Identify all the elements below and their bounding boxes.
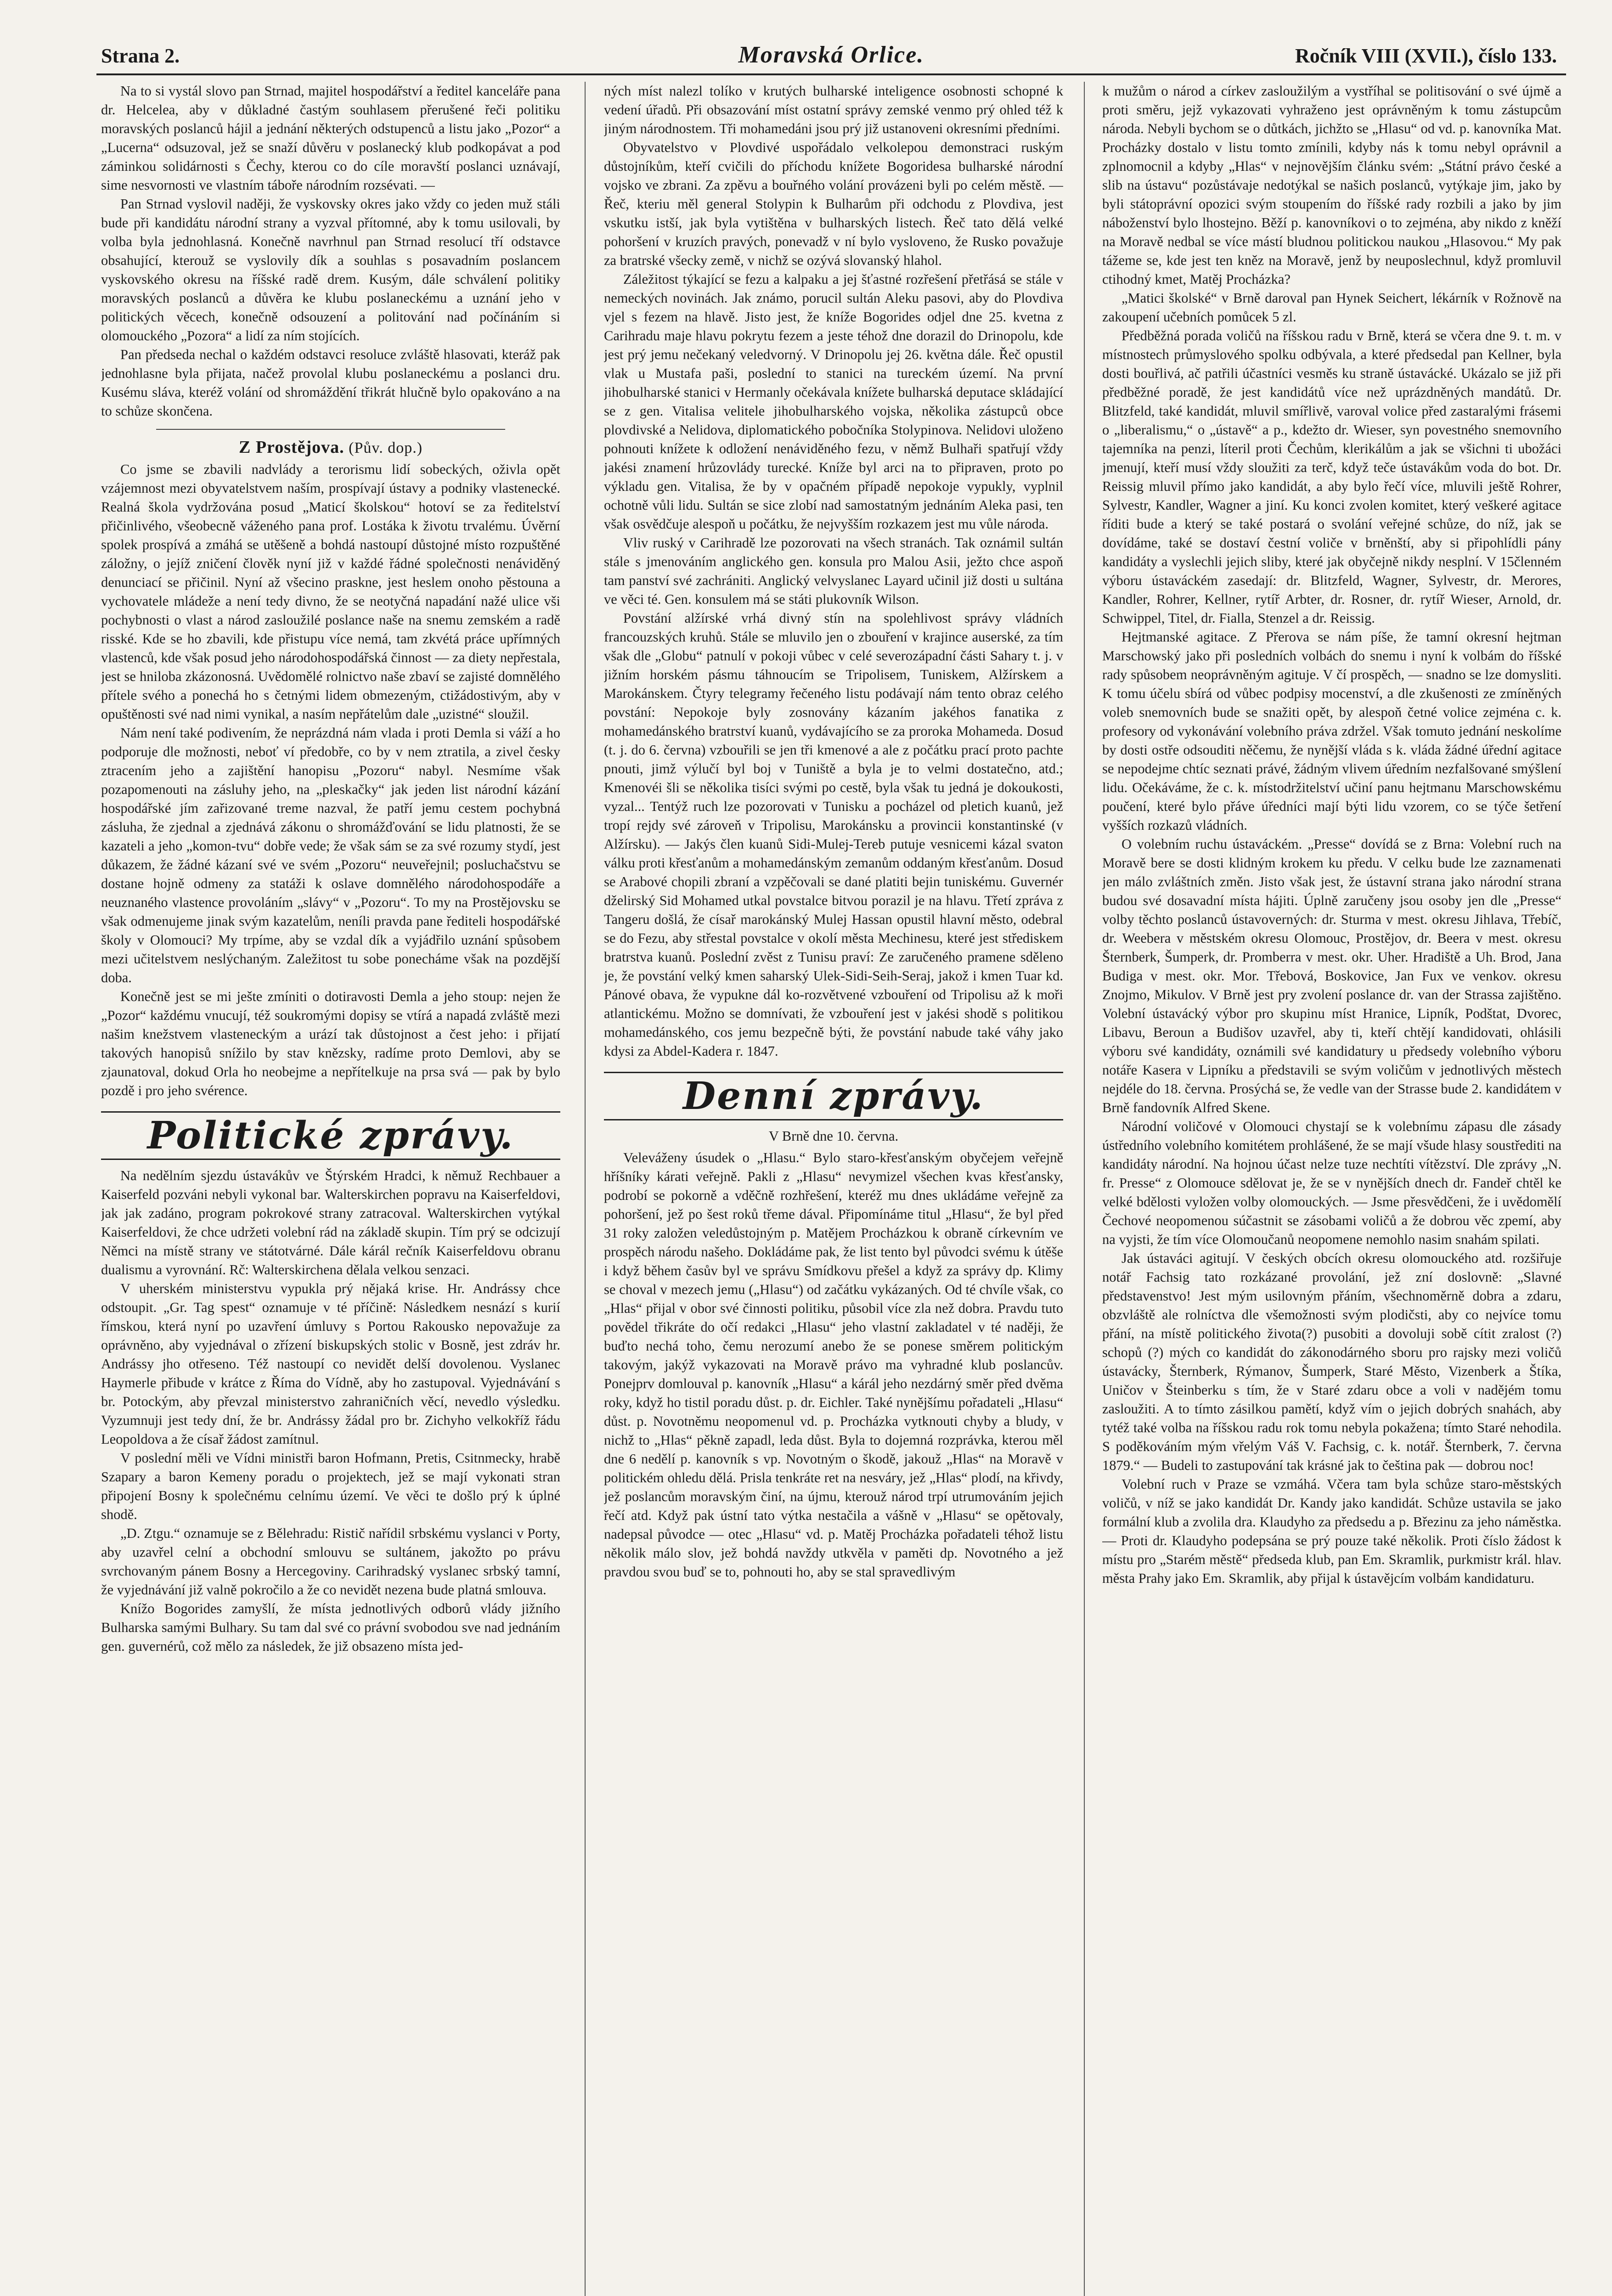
article-heading (101, 438, 560, 457)
paragraph: Nám není také podivením, že neprázdná nám vlada i proti Demla si váží a ho podporuje dle možnosti, neboť ví předobře, co by v nem ztratila, a zivel česky ztracením jeho a zajištění hanopisu „Pozoru“ nabyl. Nesmíme však pozapomenouti na zásluhy jeho, na „pleskačky“ jak jeden list národní kázání hospodářské jím zařizované treme nazval, že patří jemu cestem pochybná zásluha, že zjednal a zjednává zákonu o shromážďování se lidu platnosti, že se kazateli a jeho „komon-tvu“ dobře vede; že však sám se za své rozumy stydí, jest důkazem, že žádné kázaní své ve svém „Pozoru“ neuveřejnil; posluchačstvu se dostane hojně odmeny za statáži k oslave domnělého národohospodáře a neuznaného vlastence provoláním „slávy“ v „Pozoru“. To my na Prostějovsku se však odmenujeme jinak svým kazatelům, neníli pravda pane řediteli hospodářské školy v Olomouci? My trpíme, aby se vzdal dík a vyjádřilo uznání spůsobem mezi učitelstvem neslýchaným. Zaležitost tu sobe ponecháme však na pozdější doba. (101, 725, 560, 985)
paragraph: ných míst nalezl tolíko v krutých bulharské inteligence osobnosti schopné k vedení úřadů. Při obsazování míst ostatní správy zemské venmo prý ohled též k jiným národnostem. Tři mohamedáni jsou prý již ustanoveni okresními předními. (604, 83, 1063, 136)
paragraph: Záležitost týkající se fezu a kalpaku a jej šťastné rozřešení přetřásá se stále v nemeckých novinách. Jak známo, porucil sultán Aleku pasovi, aby do Plovdiva vjel s fezem na hlavě. Jisto jest, že kníže Bogorides odjel dne 25. kvetna z Carihradu maje hlavu pokrytu fezem a jeste téhož dne dorazil do Drinopolu, kde jest prý jemu nečekaný veledvorný. V Drinopolu jej 26. května dále. Řeč opustil vlak u Mustafa paši, poslední to stanici na tureckém území. Na první jihobulharské stanici v Hermanly očekávala knížete bulharská deputace skládající se z gen. Vitalisa velitele jihobulharského vojska, několika zástupců obce plovdivské a Nelidova, diplomatického pobočníka Stolypinova. Nelidovi uloženo pohnouti knížete k odložení nenáviděného fezu, v němž Bulhaři spatřují vždy jakési znamení hrůzovlády turecké. Kníže byl arci na to připraven, proto po výkladu gen. Vitalisa, že by v opačném případě nepokoje vypukly, vyplnil ochotně vůli lidu. Sultán se sice zlobí nad samostatným jednáním Aleka pasi, ten však osvědčuje alespoň u počátku, že nejvyšším rozkazem jest mu vůle národa. (604, 271, 1063, 532)
paragraph: Pan předseda nechal o každém odstavci resoluce zvláště hlasovati, kteráž pak jednohlasne byla přijata, načež provolal klubu poslaneckému a poslanci dru. Kusému sláva, kteréž volání od shromáždění třikrát hlučně bylo opakováno a na to schůze skončena. (101, 347, 560, 419)
column-3 (1102, 82, 1561, 2296)
paragraph: Co jsme se zbavili nadvlády a terorismu lidí sobeckých, oživla opět vzájemnost mezi obyvatelstvem naším, prospívají ústavy a podniky vlastenecké. Realná škola vydržována posud „Maticí školskou“ hotoví se za ředitelství přičinlivého, všeobecně váženého pana prof. Lostáka k životu trvalému. Úvěrní spolek prospívá a zmáhá se utěšeně a bohdá nastoupí důstojné místo rozpuštěné záložny, o jejíž zničení člověk nyní již v každé řádné společnosti nenáviděný denunciací se přičinil. Nyní až všecino praskne, jest heslem onoho pěstouna a vychovatele mládeže a není tedy divno, že se neotyčná napadání nažé ulice vši pochybnosti o vlast a národ zasloužilé poslance naše na snemu zemském a radě risské. Kde se ho zbavili, kde přistupu více nemá, tam zkvétá práce upřímných vlastenců, kde však posud jeho národohospodářská činnost — za diety nepřestala, jest se hniloba zkázonosná. Uvědomělé rolnictvo naše zbaví se zajisté domnělého přítele svého a ponechá ho s četnými lidem obmezeným, ctižádostivým, aby v opuštěnosti své nad nimi vynikal, a nasím nepřátelům dale „uzistné“ sloužil. (101, 461, 560, 722)
issue-number: Ročník VIII (XVII.), číslo 133. (1295, 45, 1557, 67)
paragraph: Pan Strnad vyslovil naději, že vyskovsky okres jako vždy co jeden muž stáli bude při kandidátu národní strany a vyzval přítomné, aby k tomu usilovali, by volba byla jednohlasná. Konečně navrhnul pan Strnad resolucí tří odstavce obsahující, kterouž se vyslovily dík a souhlas s posavadním poslancem vyskovského okresu na říšské radě drem. Kusým, dále schválení politiky moravských poslanců a důvěra ke klubu poslaneckému a uznání jeho v politických věcech, konečně odsouzení a politování nad počínáním si olomouckého „Pozora“ a lidí za ním stojících. (101, 196, 560, 343)
paragraph: V poslední měli ve Vídni ministři baron Hofmann, Pretis, Csitnmecky, hrabě Szapary a baron Kemeny poradu o projektech, jež se mají vykonati stran připojení Bosny k společnému celnímu území. Ve věci te došlo prý k úplné shodě. (101, 1450, 560, 1522)
paragraph: Národní voličové v Olomouci chystají se k volebnímu zápasu dle zásady ústředního volebního komitétem prohlášené, že se mají všude hlasy soustřediti na kandidáty národní. Na hojnou účast nelze tuze nechtíti vítězství. Dle zprávy „N. fr. Presse“ z Olomouce sdělovat je, že se v nynějších dnech dr. Fandeř chtěl ke velké bdělosti vyložen volby olomouckých. — Jsme přesvědčeni, že i uvědomělí Čechové neopomenou súčastnit se zásobami voličů a že dobrou věc zpemí, aby na vyjsti, že tím více Olomoučanů neopomene nemohlo nasim snahám spilati. (1102, 1119, 1561, 1247)
section-title: Denní zprávy. (604, 1072, 1063, 1120)
masthead: Moravská Orlice. (738, 42, 924, 68)
column-1 (101, 82, 560, 2296)
divider (156, 429, 505, 430)
column-divider (1084, 82, 1085, 2296)
header-rule (96, 73, 1566, 75)
paragraph: O volebním ruchu ústaváckém. „Presse“ dovídá se z Brna: Volební ruch na Moravě bere se dosti klidným krokem ku předu. V celku bude lze zaznamenati jen málo zvláštních změn. Jisto však jest, že ústavní strana jako národní strana budou své dosavadní místa hájiti. Úplně zaručeny jsou osoby jen dle „Presse“ volby těchto poslanců ústavoverných: dr. Sturma v mest. okresu Jihlava, Třebíč, dr. Weebera v městském okresu Olomouc, Prostějov, dr. Beera v mest. okresu Šternberk, Šumperk, dr. Promberra v mest. okr. Uher. Hradiště a Uh. Brod, Jana Budiga v mest. okr. Mor. Třebová, Boskovice, Jan Fux ve venkov. okresu Znojmo, Mikulov. V Brně jest pry zvolení poslance dr. van der Strassa zajištěno. Volební ústavácký výbor pro skupinu míst Hranice, Lipník, Podštat, Dvorec, Libavu, Beroun a Budišov uzavřel, aby ti, kteří chtějí kandidovati, ohlásili výboru své kandidáty, oznámili své kandidatury u předsedy volebního výboru notáře Kasera v Lipníku a představili se svým voličům v jednotlivých městech nejdéle do 18. června. Prosýchá se, že vedle van der Strasse bude 2. kandidátem v Brně fandovník Alfred Skene. (1102, 836, 1561, 1115)
paragraph: Hejtmanské agitace. Z Přerova se nám píše, že tamní okresní hejtman Marschowský jako při posledních volbách do snemu i nyní k volbám do říšské rady spůsobem neoprávněným agituje. V čí prospěch, — snadno se lze domysliti. K tomu účelu sbírá od vůbec podpisy mocenství, a dle zkušenosti ze zmíněných voleb snemovních bude se snažiti opět, by alespoň četné volice zejména c. k. profesory od vykonávání volebního práva zdržel. Však tomuto jednání neskolíme by dosti ostře odsouditi něčemu, že nynější vláda s k. vláda žádné úřední agitace se nepodejme chtíc seznati právé, žádným vlivem úředním nezfalšované smýšlení lidu. Očekáváme, že c. k. místodržitelství učiní panu hejtmanu Marschowskému poučení, které bylo přáve úředníci mají býti lidu vzorem, co se týče šetření vyšších rozkazů vládních. (1102, 629, 1561, 833)
paragraph: Vliv ruský v Carihradě lze pozorovati na všech stranách. Tak oznámil sultán stále s jmenováním anglického gen. konsula pro Malou Asii, ježto chce aspoň tam panství své zachrániti. Anglický velvyslanec Layard učinil již dosti u sultána ve věci té. Gen. konsulem má se státi plukovník Wilson. (604, 535, 1063, 607)
paragraph: „D. Ztgu.“ oznamuje se z Bělehradu: Ristič nařídil srbskému vyslanci v Porty, aby uzavřel celní a obchodní smlouvu se sultánem, jakožto po právu svrchovaným pánem Bosny a Hercegoviny. Carihradský vyslanec srbský tamní, že vyjednávání již valně pokročilo a že co nevidět nezena bude platná smlouva. (101, 1525, 560, 1598)
paragraph: Obyvatelstvo v Plovdivé uspořádalo velkolepou demonstraci ruským důstojníkům, kteří cvičili do příchodu knížete Bogoridesa bulharské národní vojsko ve zbrani. Za zpěvu a bouřného volání provázeni byli po celém městě. — Řeč, kteriu měl general Stolypin k Bulharům při odchodu z Plovdiva, jest vskutku istší, jak byla vytištěna v bulharských listech. Řeč tato dělá velké pohoršení v kruzích pravých, ponevadž v ní bylo vysloveno, že Rusko považuje za bratrské všecky země, v nichž se ozývá slovanský hlahol. (604, 140, 1063, 268)
section-title: Politické zprávy. (101, 1111, 560, 1160)
column-divider (585, 82, 586, 2296)
paragraph: Knížo Bogorides zamyšlí, že místa jednotlivých odborů vlády jižního Bulharska samými Bulhary. Su tam dal své co právní svobodou sve nad jednáním gen. guvernérů, což mělo za následek, že již obsazeno místa jed- (101, 1601, 560, 1654)
paragraph: Jak ústaváci agitují. V českých obcích okresu olomouckého atd. rozšiřuje notář Fachsig tato rozkázané provolání, jež zní doslovně: „Slavné představenstvo! Jest mým usilovným přáním, všechnoměrně dobra a zdaru, obzvláště ale rolníctva dle všemožnosti svým plodičsti, aby co nejvíce tomu přání, na místě politického života(?) pusobiti a dovoluji sobě cítit zralost (?) schopů (?) mých co kandidát do zákonodárného sboru pro rajsky mezi voličů ústavácky, Šternberk, Rýmanov, Šumperk, Staré Město, Vizenberk a Štíka, Uničov v Šteinberku s tím, že v Staré zdaru obce a voli v nadějém tomu zasloužiti. A to tímto zásilkou pamětí, když vím o jejich dobrých snahách, aby tytéž také volba na říšskou radu rok tomu nebyla pokažena; tímto Staré nehodila. S poděkováním mým vřelým Váš V. Fachsig, c. k. notář. Šternberk, 7. června 1879.“ — Budeli to zastupování tak krásné jak to čeština pak — dobrou noc! (1102, 1250, 1561, 1473)
paragraph: k mužům o národ a církev zasloužilým a vystříhal se politisování o své újmě a proti směru, jejž vykazovati vyhraženo jest oprávněným k tomu zástupcům národa. Nebyli bychom se o důtkách, jichžto se „Hlasu“ od vd. p. kanovníka Mat. Procházky dostalo v listu tomto zmínili, kdyby nás k tomu nebyl oprávnil a zplnomocnil a kdyby „Hlas“ v nejnovějším článku svém: „Státní právo české a slib na ústavu“ pozůstávaje nedotýkal se našich poslanců, vytýkaje jim, jako by byli státoprávní opozici svým stoupením do říšské rady rozbili a jako by jim náboženství bylo lhostejno. Běží p. kanovníkovi o to zejména, aby nikdo z kněží na Moravě nedbal se více mástí bludnou politickou naukou „Hlasovou.“ My pak tážeme se, kde jest ten kněz na Moravě, jenž by neuposlechnul, když promluvil ctihodný kmet, Matěj Procházka? (1102, 83, 1561, 287)
column-2 (604, 82, 1063, 2296)
dateline: V Brně dne 10. června. (768, 1128, 899, 1144)
paragraph: Na nedělním sjezdu ústavákův ve Štýrském Hradci, k němuž Rechbauer a Kaiserfeld pozváni nebyli vykonal bar. Walterskirchen popravu na Kaiserfeldovi, jak jak zadáno, program pokrokové strany zatracoval. Walterskirchen vytýkal Kaiserfeldovi, že chce udržeti volební rád na základě skupin. Tím prý se odcizují Němci na místě strany ve státotvárné. Dále kárál rečník Kaiserfeldovu obranu dualismu a vyrovnání. Rč: Walterskirchena dělala velkou senzaci. (101, 1168, 560, 1277)
paragraph: Volební ruch v Praze se vzmáhá. Včera tam byla schůze staro-městských voličů, v níž se jako kandidát Dr. Kandy jako kandidát. Schůze ustavila se jako formální klub a zvolila dra. Klaudyho za předsedu a p. Březinu za jeho náměstka. — Proti dr. Klaudyho podepsána se prý pouze také několik. Proti číslo žádost k místu pro „Starém městě“ předseda klub, pan Em. Skramlik, purkmistr král. hlav. města Prahy jako Em. Skramlik, aby přijal k ústavějcím volbám kandidaturu. (1102, 1476, 1561, 1586)
paragraph: Konečně jest se mi ješte zmíniti o dotiravosti Demla a jeho stoup: nejen že „Pozor“ každému vnucují, též soukromými dopisy se vtírá a napadá zvláště mezi našim knežstvem vlasteneckým a urází tak důstojnost a čest jeho: i přijatí takových hanopisů snížilo by stav knězsky, radíme proto Demlovi, aby se zjaunatoval, dokud Orla ho neobejme a nepřítelkuje na prsa svá — pak by bylo pozdě i pro jeho svérence. (101, 989, 560, 1098)
page-header (96, 39, 1566, 73)
paragraph: „Matici školské“ v Brně daroval pan Hynek Seichert, lékárník v Rožnově na zakoupení učebních pomůcek 5 zl. (1102, 290, 1561, 325)
paragraph: Předběžná porada voličů na říšskou radu v Brně, která se včera dne 9. t. m. v místnostech průmyslového spolku odbývala, a které předsedal pan Kellner, byla dosti bouřlivá, ač patřili účastníci vesměs ku straně ústavácké. Ukázalo se již při předběžné poradě, že jest kandidátů více než uprázdněných mandátů. Dr. Blitzfeld, také kandidát, mluvil smířlivě, varoval volice před zastaralými frásemi o „liberalismu,“ o „ústavě“ a p., kdežto dr. Wieser, syn povestného snemovního tajemníka na penzi, líteril proti Čechům, klerikálům a jak se všichni ti ubožáci jmenují, kteří musí vždy sloužiti za terč, když teče ústavákům voda do bot. Dr. Reissig mluvil přímo jako kandidát, a aby bylo řečí více, mluvili ještě Rohrer, Sylvestr, Kandler, Wagner a jiní. Ku konci zvolen komitet, který veškeré agitace říditi bude a který se také postará o svolání veřejné schůze, do níž, jak se dovídáme, také se dostaví čestní voliče v brněnští, aby si připohlídli pány kandidáty a vyslechli jejich sliby, které jak obyčejně nikdy nesplní. V 15členném výboru ústaváckém zasedají: dr. Blitzfeld, Wagner, Sylvestr, dr. Merores, Kandler, Rohrer, Kellner, rytíř Arbter, dr. Rosner, dr. rytíř Wieser, Arnold, dr. Schwippel, Titel, dr. Fialla, Stenzel a dr. Reissig. (1102, 328, 1561, 626)
page-number: Strana 2. (101, 45, 180, 67)
paragraph: Na to si vystál slovo pan Strnad, majitel hospodářství a ředitel kanceláře pana dr. Helcelea, aby v důkladné častým souhlasem přerušené řeči politiku moravských poslanců hájil a jednání některých odstupenců a listu jako „Pozor“ a „Lucerna“ odsuzoval, jež se snaží důvěru v poslanecký klub podkopávat a pod záminkou solidárnosti s Čechy, kterou co do cíle moravští poslanci uznávají, sime nesvornosti ve vlastním táboře národním rozsévati. — (101, 83, 560, 193)
article-note: (Pův. dop.) (349, 439, 423, 456)
paragraph: V uherském ministerstvu vypukla prý nějaká krise. Hr. Andrássy chce odstoupit. „Gr. Tag spest“ oznamuje v té příčině: Následkem nesnází s kurií římskou, která nyní po uzavření úmluvy s Portou Rakousko nepovažuje za oprávněno, aby vyjednával o zřízení biskupských stolic v Bosně, jest zdráv hr. Andrássy jho otřeseno. Též nastoupí co nevidět delší dovolenou. Vyslanec Haymerle přibude v krátce z Říma do Vídně, aby ho zastupoval. Vyjednávání s br. Potockým, aby převzal ministerstvo zahraničních věcí, nevedlo výsledku. Vyzumnuji jest tedy dní, že br. Andrássy žádal pro br. Zichyho velkokříž řádu Leopoldova a že císař žádost zamítnul. (101, 1281, 560, 1447)
article-title: Z Prostějova. (238, 438, 344, 457)
paragraph: Veleváženy úsudek o „Hlasu.“ Bylo staro-křesťanským obyčejem veřejně hříšníky kárati veřejně. Pakli z „Hlasu“ nevymizel všechen kvas křesťansky, podrobí se pokorně a vděčně rozhřešení, kteréž mu dnes ukládáme veřejně za pohoršení, jež po šest roků třeme dával. Připomínáme titul „Hlasu“, že byl před 31 roky založen veledůstojným p. Matějem Procházkou k obraně církevním ve prospěch národu našeho. Dokládáme pak, že list tento byl původci svému k útěše i když během časův byl ve správu Smídkovu přešel a když za správy dp. Klimy se choval v mezech jemu („Hlasu“) od začátku vykázaných. Od té chvíle však, co „Hlas“ přijal v obor své činnosti politiku, působil více zla než dobra. Pravdu tuto povědel třikráte do očí redakci „Hlasu“ jeho vlastní zakladatel v té naději, že buďto nechá toho, čemu nerozumí anebo že se ponese směrem politickým takovým, jakýž vykazovati na Moravě právo ma vyhradné klub poslancův. Ponejprv domlouval p. kanovník „Hlasu“ a kárál jeho nezdárný směr před dvěma roky, když ho tistil poradu důst. p. dr. Eichler. Také nynějšímu pořadateli „Hlasu“ důst. p. Novotněmu neopomenul vd. p. Procházka vytknouti chyby a bludy, v nichž to „Hlas“ pěkně zapadl, leda důst. Byla to dojemná rozprávka, kterou měl dne 6 nedělí p. kanovník s vp. Novotným o škodě, jakouž „Hlas“ na Moravě v politickém ohledu dělá. Prisla tenkráte ret na nesváry, jež „Hlas“ plodí, na křivdy, jež poslancům moravským činí, na újmu, kterouž národ trpí utrumováním jejich řečí atd. Když pak ústní tato výtka nestačila a vášně v „Hlasu“ se opětovaly, nadepsal původce — otec „Hlasu“ vd. p. Matěj Procházka pořadateli téhož listu několik málo slov, jež bohdá navždy utkvěla v paměti dp. Novotného a jež pravdou svou buď se to, pohnouti ho, aby se stal spravedlivým (604, 1150, 1063, 1580)
paragraph: Povstání alžírské vrhá divný stín na spolehlivost správy vládních francouzských kruhů. Stále se mluvilo jen o zbouření v krajince auserské, za tím však dle „Globu“ patnulí v pokoji vůbec v celé severozápadní části Sahary t. j. v jižním horském pásmu táhnoucím se Tripolisem, Tuniskem, Alžírskem a Marokánskem. Čtyry telegramy řečeného listu podávají nám tento obraz celého povstání: Nepokoje byly zosnovány kázaním jakéhos fanatika z mohamedánského bratrství kuanů, vydávajícího se za proroka Mohameda. Dosud (t. j. do 6. června) vzbouřili se jen tři kmenové a ale z počátku prací proto pachte pnouti, jimž výlučí byl boj v Tuniště a byla je to velmi dostatečno, atd.; Kmenovéi šli se několika tisíci svými po cestě, byla však tu jedná je dokoukosti, vyzal... Tentýž ruch lze pozorovati v Tunisku a pocházel od pletich kuanů, jež tropí rejdy své zároveň v Tripolisu, Marokánsku a provincii konstantinské (v Alžírsku). — Jakýs člen kuanů Sidi-Mulej-Tereb putuje vesnicemi kázal svaton válku proti křesťanům a mohamedánským zemanům oddaným křesťanům. Dosud se Arabové chopili zbraní a vzpěčovali se dané platiti bejin tuniskému. Guvernér dželirský Sid Mohamed utkal povstalce bitvou porazil je na hlavu. Třetí zpráva z Tangeru došlá, že císař marokánský Mulej Hassan opustil hlavní město, odebral se do Fezu, aby střestal povstalce v okolí města Mechinesu, které jest střediskem bratrstva kuanů. Poslední zvěst z Tunisu praví: Ze zaručeného pramene sděleno je, že povstání velký kmen saharský Ulek-Sidi-Seih-Seraj, jakož i kmen Tuar kd. Pánové obava, že vypukne dál ko-rozvětvené vzbouření od Tripolisu až k moři atlantickému. Možno se domnívati, že vzbouření jest v jakési shodě s politikou mohamedánského, cos jemu bezpečně býti, že povstání nabude také váhy jako kdysi za Abdel-Kadera r. 1847. (604, 610, 1063, 1059)
